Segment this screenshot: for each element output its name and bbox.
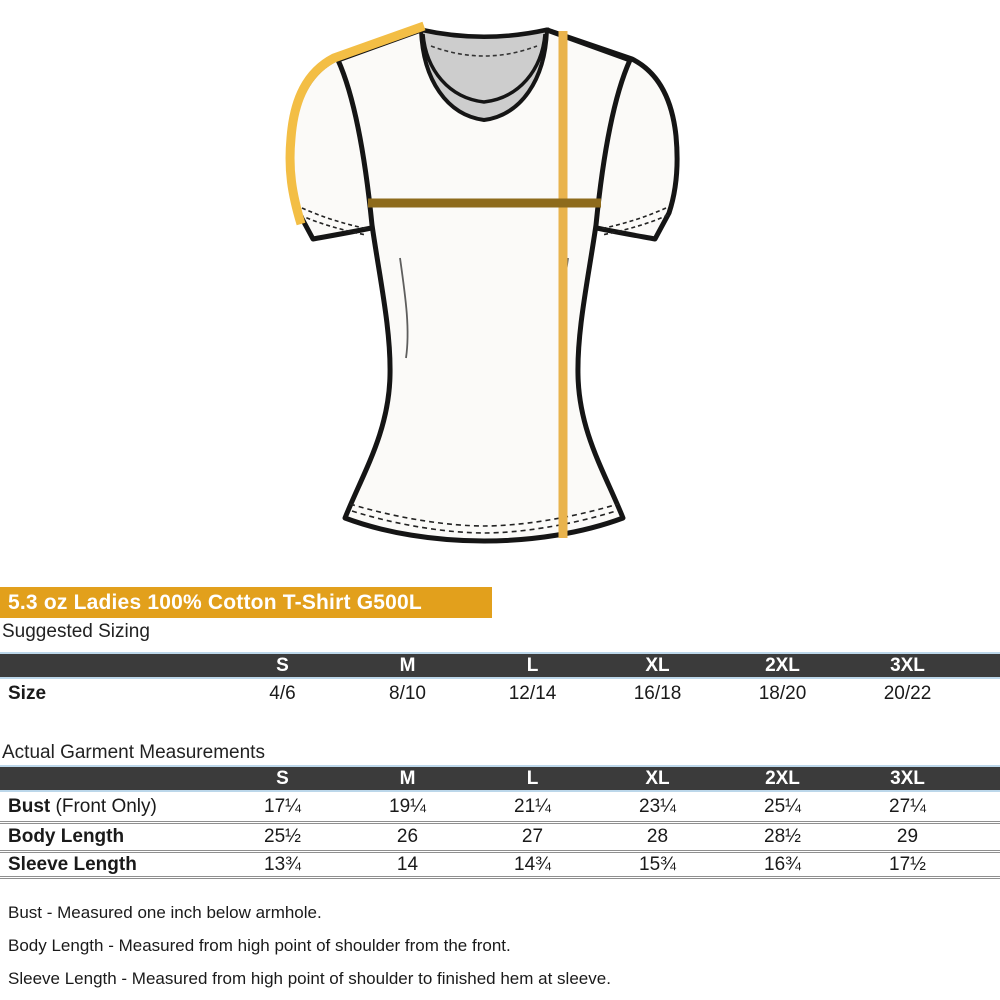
table-cell: 25½ — [264, 826, 301, 847]
column-header: S — [276, 654, 289, 676]
column-header: 3XL — [890, 654, 925, 676]
column-header: 2XL — [765, 767, 800, 789]
table-cell: 27¼ — [889, 795, 926, 817]
table-cell: 13¾ — [264, 853, 301, 875]
column-header: S — [276, 767, 289, 789]
table-cell: 19¼ — [389, 795, 426, 817]
table-cell: 23¼ — [639, 795, 676, 817]
table-cell: 12/14 — [508, 682, 557, 704]
garment-measurements-header-row — [0, 765, 1000, 792]
table-cell: 16/18 — [633, 682, 682, 704]
column-header: XL — [645, 767, 670, 789]
table-cell: 25¼ — [764, 795, 801, 817]
column-header: M — [399, 654, 416, 676]
table-cell: 17¼ — [264, 795, 301, 817]
table-cell: 20/22 — [883, 682, 932, 704]
row-label: Body Length — [8, 826, 125, 847]
column-header: L — [526, 767, 539, 789]
table-cell: 14 — [396, 853, 419, 875]
table-row-body-length — [0, 821, 1000, 850]
table-row — [0, 679, 1000, 708]
suggested-sizing-header-row — [0, 652, 1000, 679]
row-label: Sleeve Length — [8, 853, 137, 875]
table-cell: 21¼ — [514, 795, 551, 817]
table-cell: 26 — [396, 826, 419, 847]
garment-measurements-heading: Actual Garment Measurements — [2, 742, 265, 763]
table-row-sleeve-length — [0, 850, 1000, 879]
table-row-bust — [0, 792, 1000, 821]
table-cell: 14¾ — [514, 853, 551, 875]
note-sleeve-length: Sleeve Length - Measured from high point of shoulder to finished hem at sleeve. — [8, 969, 611, 988]
column-header: L — [526, 654, 539, 676]
table-cell: 16¾ — [764, 853, 801, 875]
table-cell: 15¾ — [639, 853, 676, 875]
column-header: 3XL — [890, 767, 925, 789]
garment-measurements-table — [0, 765, 1000, 879]
note-body-length: Body Length - Measured from high point of shoulder from the front. — [8, 936, 511, 955]
suggested-sizing-heading: Suggested Sizing — [2, 621, 150, 642]
measurement-notes — [8, 903, 968, 1000]
table-cell: 28 — [646, 826, 669, 847]
product-title-banner: 5.3 oz Ladies 100% Cotton T-Shirt G500L — [0, 587, 492, 618]
suggested-sizing-table — [0, 652, 1000, 708]
column-header: M — [399, 767, 416, 789]
table-cell: 8/10 — [389, 682, 426, 704]
table-cell: 29 — [896, 826, 919, 847]
table-cell: 27 — [521, 826, 544, 847]
table-cell: 17½ — [889, 853, 926, 875]
table-cell: 28½ — [764, 826, 801, 847]
note-bust: Bust - Measured one inch below armhole. — [8, 903, 322, 922]
row-label: Bust (Front Only) — [8, 795, 157, 817]
table-cell: 18/20 — [758, 682, 807, 704]
column-header: XL — [645, 654, 670, 676]
table-cell: 4/6 — [269, 682, 296, 704]
row-label-text: Size — [8, 682, 47, 704]
row-label — [0, 683, 220, 705]
column-header: 2XL — [765, 654, 800, 676]
